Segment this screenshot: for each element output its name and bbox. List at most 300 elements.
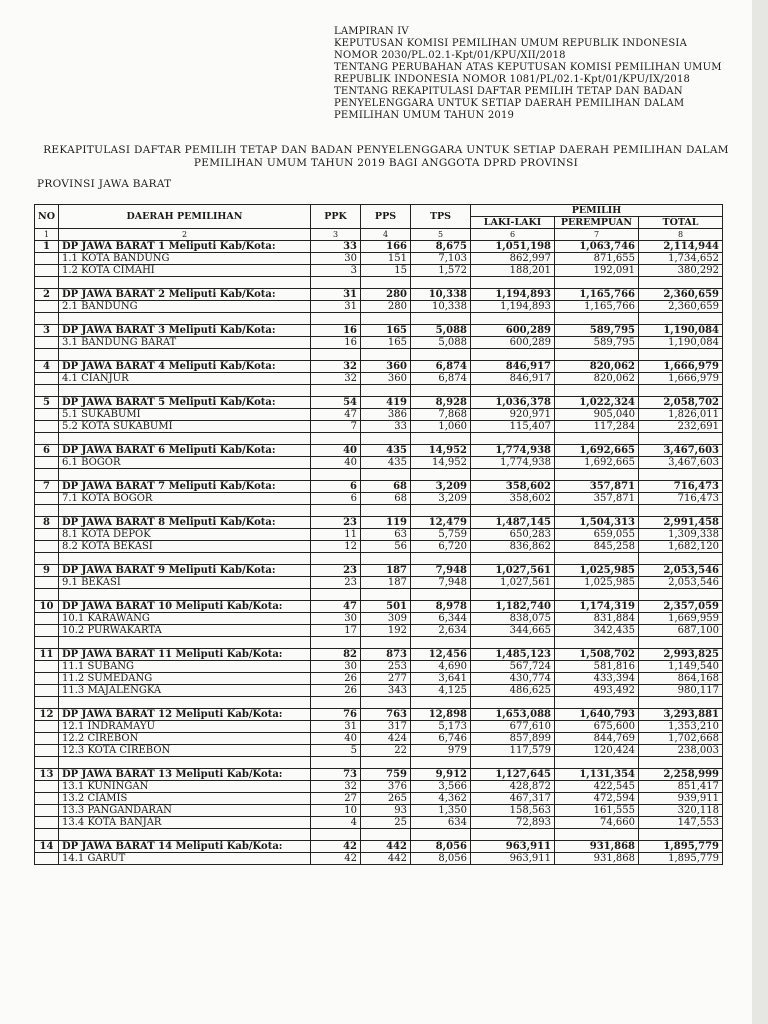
- item-perempuan-cell: 831,884: [555, 613, 639, 625]
- spacer-cell: [471, 757, 555, 769]
- item-laki-cell: 846,917: [471, 373, 555, 385]
- item-perempuan-cell: 74,660: [555, 817, 639, 829]
- item-pps-cell: 192: [361, 625, 411, 637]
- spacer-row: [35, 433, 723, 445]
- item-total-cell: 320,118: [639, 805, 723, 817]
- spacer-row: [35, 589, 723, 601]
- item-total-cell: 147,553: [639, 817, 723, 829]
- group-total-cell: 3,293,881: [639, 709, 723, 721]
- group-row: [35, 325, 723, 337]
- group-name: DP JAWA BARAT 7 Meliputi Kab/Kota:: [59, 481, 311, 493]
- item-ppk-cell: 47: [311, 409, 361, 421]
- group-tps-cell: 12,898: [411, 709, 471, 721]
- item-row: [35, 685, 723, 697]
- spacer-cell: [555, 277, 639, 289]
- item-name: 10.2 PURWAKARTA: [59, 625, 311, 637]
- item-pps-cell: 25: [361, 817, 411, 829]
- group-row: [35, 481, 723, 493]
- item-name: 8.1 KOTA DEPOK: [59, 529, 311, 541]
- spacer-cell: [411, 469, 471, 481]
- lampiran-line: PEMILIHAN UMUM TAHUN 2019: [334, 110, 515, 121]
- item-name: 11.2 SUMEDANG: [59, 673, 311, 685]
- spacer-cell: [411, 589, 471, 601]
- spacer-cell: [639, 433, 723, 445]
- group-laki-cell: 1,182,740: [471, 601, 555, 613]
- group-pps-cell: 280: [361, 289, 411, 301]
- item-total-cell: 1,666,979: [639, 373, 723, 385]
- spacer-cell: [35, 469, 59, 481]
- item-number-cell: [35, 253, 59, 265]
- item-row: [35, 253, 723, 265]
- item-perempuan-cell: 472,594: [555, 793, 639, 805]
- item-number-cell: [35, 625, 59, 637]
- item-pps-cell: 277: [361, 673, 411, 685]
- item-number-cell: [35, 793, 59, 805]
- item-tps-cell: 4,690: [411, 661, 471, 673]
- group-number: 2: [35, 289, 59, 301]
- item-ppk-cell: 30: [311, 253, 361, 265]
- item-tps-cell: 7,868: [411, 409, 471, 421]
- group-total-cell: 2,258,999: [639, 769, 723, 781]
- item-number-cell: [35, 781, 59, 793]
- item-tps-cell: 979: [411, 745, 471, 757]
- item-ppk-cell: 3: [311, 265, 361, 277]
- item-ppk-cell: 6: [311, 493, 361, 505]
- item-pps-cell: 442: [361, 853, 411, 865]
- group-ppk-cell: 23: [311, 517, 361, 529]
- item-tps-cell: 8,056: [411, 853, 471, 865]
- group-total-cell: 2,357,059: [639, 601, 723, 613]
- spacer-cell: [35, 505, 59, 517]
- spacer-cell: [311, 757, 361, 769]
- group-pps-cell: 763: [361, 709, 411, 721]
- item-laki-cell: 467,317: [471, 793, 555, 805]
- item-perempuan-cell: 820,062: [555, 373, 639, 385]
- item-laki-cell: 430,774: [471, 673, 555, 685]
- item-tps-cell: 5,759: [411, 529, 471, 541]
- group-tps-cell: 14,952: [411, 445, 471, 457]
- item-ppk-cell: 12: [311, 541, 361, 553]
- group-total-cell: 2,114,944: [639, 241, 723, 253]
- item-row: [35, 853, 723, 865]
- item-tps-cell: 3,209: [411, 493, 471, 505]
- group-row: [35, 445, 723, 457]
- spacer-row: [35, 313, 723, 325]
- spacer-row: [35, 697, 723, 709]
- group-row: [35, 841, 723, 853]
- item-number-cell: [35, 493, 59, 505]
- item-pps-cell: 151: [361, 253, 411, 265]
- item-row: [35, 673, 723, 685]
- group-perempuan-cell: 820,062: [555, 361, 639, 373]
- spacer-cell: [639, 385, 723, 397]
- column-index-cell: 3: [311, 229, 361, 241]
- group-tps-cell: 3,209: [411, 481, 471, 493]
- spacer-row: [35, 505, 723, 517]
- item-number-cell: [35, 661, 59, 673]
- item-total-cell: 1,702,668: [639, 733, 723, 745]
- recap-table: [34, 204, 723, 865]
- item-pps-cell: 280: [361, 301, 411, 313]
- item-number-cell: [35, 673, 59, 685]
- item-name: 8.2 KOTA BEKASI: [59, 541, 311, 553]
- spacer-cell: [311, 469, 361, 481]
- item-number-cell: [35, 265, 59, 277]
- scan-edge: [752, 0, 768, 1024]
- group-row: [35, 565, 723, 577]
- item-total-cell: 3,467,603: [639, 457, 723, 469]
- header-total: TOTAL: [639, 217, 723, 229]
- item-pps-cell: 165: [361, 337, 411, 349]
- spacer-cell: [361, 505, 411, 517]
- item-number-cell: [35, 853, 59, 865]
- item-number-cell: [35, 541, 59, 553]
- item-row: [35, 817, 723, 829]
- item-total-cell: 2,360,659: [639, 301, 723, 313]
- group-laki-cell: 1,487,145: [471, 517, 555, 529]
- column-index-cell: 2: [59, 229, 311, 241]
- group-total-cell: 2,360,659: [639, 289, 723, 301]
- spacer-cell: [35, 589, 59, 601]
- header-perempuan: PEREMPUAN: [555, 217, 639, 229]
- spacer-cell: [639, 757, 723, 769]
- item-name: 1.2 KOTA CIMAHI: [59, 265, 311, 277]
- group-perempuan-cell: 1,022,324: [555, 397, 639, 409]
- group-laki-cell: 600,289: [471, 325, 555, 337]
- group-name: DP JAWA BARAT 8 Meliputi Kab/Kota:: [59, 517, 311, 529]
- group-ppk-cell: 40: [311, 445, 361, 457]
- group-laki-cell: 1,774,938: [471, 445, 555, 457]
- item-total-cell: 1,353,210: [639, 721, 723, 733]
- spacer-cell: [639, 589, 723, 601]
- group-number: 4: [35, 361, 59, 373]
- item-laki-cell: 486,625: [471, 685, 555, 697]
- column-index-cell: 7: [555, 229, 639, 241]
- group-name: DP JAWA BARAT 4 Meliputi Kab/Kota:: [59, 361, 311, 373]
- group-number: 9: [35, 565, 59, 577]
- item-laki-cell: 838,075: [471, 613, 555, 625]
- item-total-cell: 1,682,120: [639, 541, 723, 553]
- item-perempuan-cell: 1,165,766: [555, 301, 639, 313]
- spacer-cell: [35, 433, 59, 445]
- item-number-cell: [35, 613, 59, 625]
- spacer-cell: [35, 277, 59, 289]
- spacer-cell: [311, 385, 361, 397]
- group-tps-cell: 9,912: [411, 769, 471, 781]
- spacer-cell: [59, 385, 311, 397]
- item-pps-cell: 63: [361, 529, 411, 541]
- item-total-cell: 980,117: [639, 685, 723, 697]
- group-tps-cell: 7,948: [411, 565, 471, 577]
- spacer-cell: [59, 829, 311, 841]
- item-laki-cell: 188,201: [471, 265, 555, 277]
- item-ppk-cell: 32: [311, 373, 361, 385]
- spacer-cell: [311, 277, 361, 289]
- item-total-cell: 1,309,338: [639, 529, 723, 541]
- item-ppk-cell: 7: [311, 421, 361, 433]
- group-total-cell: 3,467,603: [639, 445, 723, 457]
- group-perempuan-cell: 1,174,319: [555, 601, 639, 613]
- group-number: 6: [35, 445, 59, 457]
- spacer-cell: [639, 637, 723, 649]
- item-laki-cell: 1,027,561: [471, 577, 555, 589]
- spacer-cell: [639, 505, 723, 517]
- spacer-row: [35, 637, 723, 649]
- spacer-cell: [361, 313, 411, 325]
- spacer-cell: [555, 313, 639, 325]
- item-row: [35, 613, 723, 625]
- item-name: 11.3 MAJALENGKA: [59, 685, 311, 697]
- item-total-cell: 238,003: [639, 745, 723, 757]
- spacer-cell: [471, 553, 555, 565]
- spacer-cell: [411, 553, 471, 565]
- item-ppk-cell: 42: [311, 853, 361, 865]
- item-laki-cell: 428,872: [471, 781, 555, 793]
- item-laki-cell: 857,899: [471, 733, 555, 745]
- group-row: [35, 289, 723, 301]
- group-ppk-cell: 16: [311, 325, 361, 337]
- title-line: PEMILIHAN UMUM TAHUN 2019 BAGI ANGGOTA DPRD PROVINSI: [193, 157, 579, 169]
- group-perempuan-cell: 1,025,985: [555, 565, 639, 577]
- spacer-cell: [35, 757, 59, 769]
- group-number: 1: [35, 241, 59, 253]
- spacer-cell: [35, 385, 59, 397]
- item-ppk-cell: 10: [311, 805, 361, 817]
- spacer-cell: [311, 349, 361, 361]
- item-number-cell: [35, 805, 59, 817]
- item-tps-cell: 6,874: [411, 373, 471, 385]
- item-perempuan-cell: 845,258: [555, 541, 639, 553]
- spacer-cell: [361, 553, 411, 565]
- group-laki-cell: 846,917: [471, 361, 555, 373]
- column-index-cell: 8: [639, 229, 723, 241]
- item-total-cell: 1,895,779: [639, 853, 723, 865]
- item-name: 5.1 SUKABUMI: [59, 409, 311, 421]
- spacer-cell: [311, 637, 361, 649]
- group-perempuan-cell: 1,504,313: [555, 517, 639, 529]
- group-tps-cell: 8,978: [411, 601, 471, 613]
- header-ppk: PPK: [311, 205, 361, 229]
- header-tps: TPS: [411, 205, 471, 229]
- group-name: DP JAWA BARAT 6 Meliputi Kab/Kota:: [59, 445, 311, 457]
- spacer-cell: [639, 313, 723, 325]
- item-ppk-cell: 4: [311, 817, 361, 829]
- item-laki-cell: 600,289: [471, 337, 555, 349]
- item-number-cell: [35, 457, 59, 469]
- item-number-cell: [35, 301, 59, 313]
- spacer-cell: [411, 505, 471, 517]
- spacer-cell: [311, 433, 361, 445]
- item-laki-cell: 158,563: [471, 805, 555, 817]
- spacer-cell: [311, 313, 361, 325]
- spacer-cell: [311, 505, 361, 517]
- item-total-cell: 1,826,011: [639, 409, 723, 421]
- spacer-cell: [471, 469, 555, 481]
- item-row: [35, 301, 723, 313]
- item-perempuan-cell: 871,655: [555, 253, 639, 265]
- spacer-cell: [555, 349, 639, 361]
- item-perempuan-cell: 844,769: [555, 733, 639, 745]
- group-row: [35, 769, 723, 781]
- item-pps-cell: 317: [361, 721, 411, 733]
- item-ppk-cell: 17: [311, 625, 361, 637]
- group-pps-cell: 68: [361, 481, 411, 493]
- spacer-cell: [35, 697, 59, 709]
- group-ppk-cell: 73: [311, 769, 361, 781]
- group-perempuan-cell: 1,063,746: [555, 241, 639, 253]
- group-number: 12: [35, 709, 59, 721]
- spacer-cell: [471, 829, 555, 841]
- item-total-cell: 1,149,540: [639, 661, 723, 673]
- spacer-cell: [311, 553, 361, 565]
- lampiran-header: [334, 26, 734, 122]
- spacer-cell: [555, 637, 639, 649]
- column-index-cell: 1: [35, 229, 59, 241]
- column-index-cell: 6: [471, 229, 555, 241]
- group-laki-cell: 1,127,645: [471, 769, 555, 781]
- item-perempuan-cell: 931,868: [555, 853, 639, 865]
- spacer-cell: [35, 349, 59, 361]
- item-row: [35, 265, 723, 277]
- item-row: [35, 541, 723, 553]
- item-tps-cell: 14,952: [411, 457, 471, 469]
- spacer-cell: [35, 829, 59, 841]
- group-name: DP JAWA BARAT 9 Meliputi Kab/Kota:: [59, 565, 311, 577]
- group-tps-cell: 8,056: [411, 841, 471, 853]
- spacer-cell: [311, 589, 361, 601]
- group-pps-cell: 759: [361, 769, 411, 781]
- item-ppk-cell: 32: [311, 781, 361, 793]
- spacer-row: [35, 277, 723, 289]
- item-ppk-cell: 16: [311, 337, 361, 349]
- spacer-cell: [555, 589, 639, 601]
- item-row: [35, 457, 723, 469]
- header-pps: PPS: [361, 205, 411, 229]
- item-total-cell: 380,292: [639, 265, 723, 277]
- item-row: [35, 493, 723, 505]
- spacer-cell: [411, 697, 471, 709]
- group-number: 13: [35, 769, 59, 781]
- document-title: [20, 144, 752, 170]
- spacer-cell: [639, 553, 723, 565]
- spacer-cell: [555, 505, 639, 517]
- item-perempuan-cell: 581,816: [555, 661, 639, 673]
- item-name: 6.1 BOGOR: [59, 457, 311, 469]
- spacer-cell: [411, 757, 471, 769]
- group-name: DP JAWA BARAT 2 Meliputi Kab/Kota:: [59, 289, 311, 301]
- spacer-cell: [471, 589, 555, 601]
- group-pps-cell: 166: [361, 241, 411, 253]
- lampiran-line: REPUBLIK INDONESIA NOMOR 1081/PL/02.1-Kpt/01/KPU/IX/2018: [334, 74, 691, 85]
- item-pps-cell: 15: [361, 265, 411, 277]
- item-pps-cell: 33: [361, 421, 411, 433]
- spacer-row: [35, 349, 723, 361]
- province-label: PROVINSI JAWA BARAT: [37, 178, 172, 190]
- item-perempuan-cell: 342,435: [555, 625, 639, 637]
- item-pps-cell: 68: [361, 493, 411, 505]
- spacer-cell: [311, 829, 361, 841]
- item-number-cell: [35, 337, 59, 349]
- group-total-cell: 2,053,546: [639, 565, 723, 577]
- item-total-cell: 2,053,546: [639, 577, 723, 589]
- column-index-row: [35, 229, 723, 241]
- spacer-cell: [361, 757, 411, 769]
- group-laki-cell: 963,911: [471, 841, 555, 853]
- item-pps-cell: 93: [361, 805, 411, 817]
- item-pps-cell: 435: [361, 457, 411, 469]
- lampiran-line: LAMPIRAN IV: [334, 26, 409, 37]
- item-tps-cell: 6,720: [411, 541, 471, 553]
- item-perempuan-cell: 659,055: [555, 529, 639, 541]
- item-laki-cell: 117,579: [471, 745, 555, 757]
- spacer-cell: [59, 697, 311, 709]
- group-tps-cell: 12,456: [411, 649, 471, 661]
- item-ppk-cell: 40: [311, 733, 361, 745]
- spacer-cell: [361, 637, 411, 649]
- item-row: [35, 421, 723, 433]
- item-name: 9.1 BEKASI: [59, 577, 311, 589]
- column-index-cell: 4: [361, 229, 411, 241]
- header-laki: LAKI-LAKI: [471, 217, 555, 229]
- group-ppk-cell: 54: [311, 397, 361, 409]
- spacer-cell: [555, 757, 639, 769]
- item-name: 12.3 KOTA CIREBON: [59, 745, 311, 757]
- item-row: [35, 745, 723, 757]
- group-total-cell: 1,895,779: [639, 841, 723, 853]
- group-laki-cell: 1,027,561: [471, 565, 555, 577]
- group-laki-cell: 1,653,088: [471, 709, 555, 721]
- item-laki-cell: 650,283: [471, 529, 555, 541]
- item-ppk-cell: 40: [311, 457, 361, 469]
- item-name: 13.1 KUNINGAN: [59, 781, 311, 793]
- item-laki-cell: 963,911: [471, 853, 555, 865]
- spacer-cell: [59, 313, 311, 325]
- spacer-row: [35, 757, 723, 769]
- lampiran-line: KEPUTUSAN KOMISI PEMILIHAN UMUM REPUBLIK INDONESIA: [334, 38, 687, 49]
- spacer-row: [35, 469, 723, 481]
- spacer-cell: [471, 697, 555, 709]
- group-number: 3: [35, 325, 59, 337]
- spacer-cell: [35, 313, 59, 325]
- lampiran-line: TENTANG PERUBAHAN ATAS KEPUTUSAN KOMISI PEMILIHAN UMUM: [334, 62, 722, 73]
- spacer-cell: [35, 637, 59, 649]
- item-row: [35, 661, 723, 673]
- group-tps-cell: 8,928: [411, 397, 471, 409]
- spacer-cell: [471, 637, 555, 649]
- item-tps-cell: 3,566: [411, 781, 471, 793]
- item-number-cell: [35, 745, 59, 757]
- group-name: DP JAWA BARAT 13 Meliputi Kab/Kota:: [59, 769, 311, 781]
- item-total-cell: 1,190,084: [639, 337, 723, 349]
- item-name: 12.1 INDRAMAYU: [59, 721, 311, 733]
- item-number-cell: [35, 577, 59, 589]
- item-row: [35, 781, 723, 793]
- item-perempuan-cell: 675,600: [555, 721, 639, 733]
- spacer-cell: [555, 697, 639, 709]
- group-perempuan-cell: 931,868: [555, 841, 639, 853]
- item-row: [35, 373, 723, 385]
- group-ppk-cell: 42: [311, 841, 361, 853]
- item-ppk-cell: 5: [311, 745, 361, 757]
- spacer-cell: [361, 385, 411, 397]
- item-number-cell: [35, 685, 59, 697]
- group-name: DP JAWA BARAT 1 Meliputi Kab/Kota:: [59, 241, 311, 253]
- group-row: [35, 517, 723, 529]
- item-perempuan-cell: 1,692,665: [555, 457, 639, 469]
- item-perempuan-cell: 433,394: [555, 673, 639, 685]
- item-tps-cell: 1,350: [411, 805, 471, 817]
- item-perempuan-cell: 493,492: [555, 685, 639, 697]
